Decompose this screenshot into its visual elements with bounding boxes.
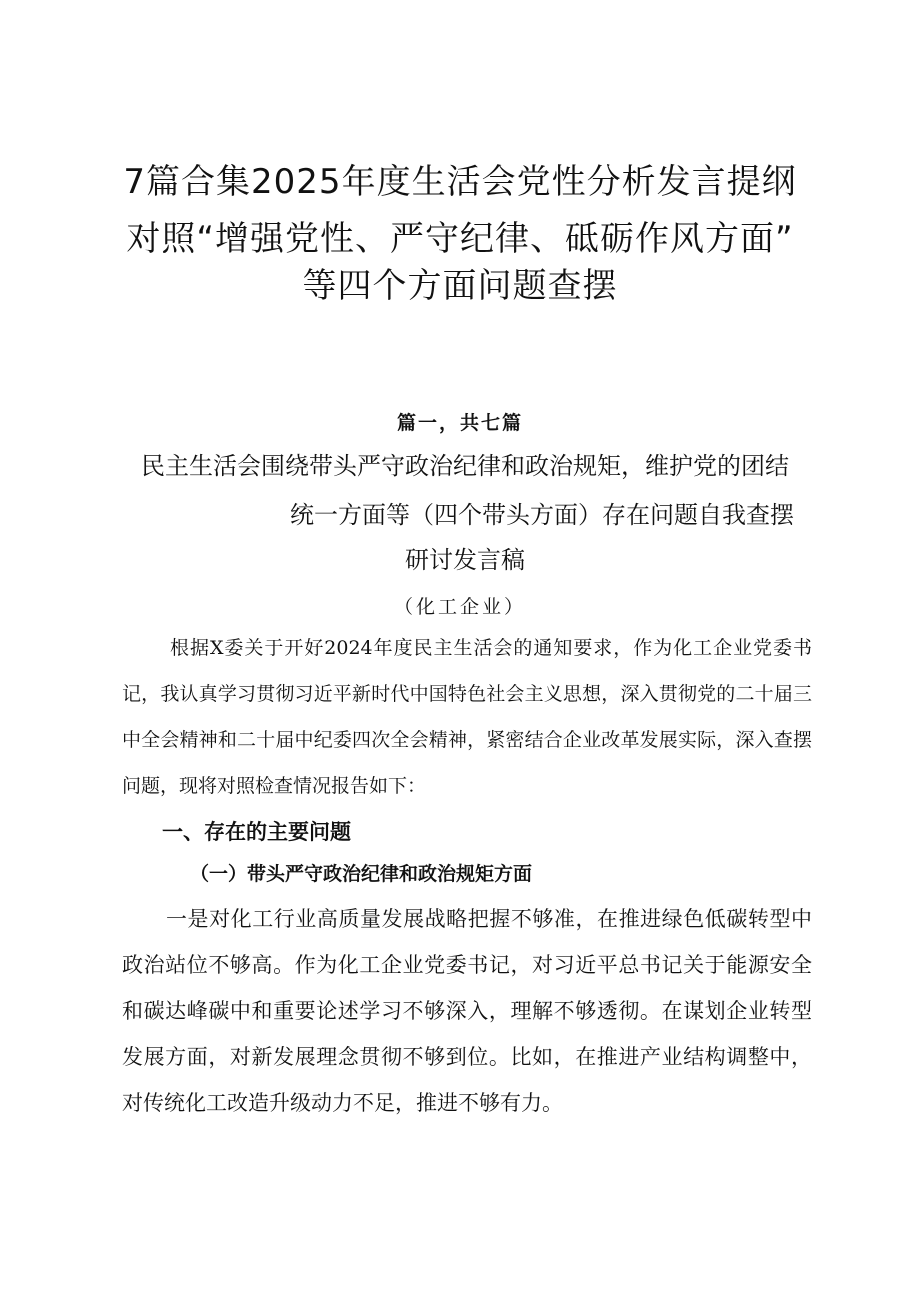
- subsection-heading: （一）带头严守政治纪律和政治规矩方面: [190, 863, 533, 885]
- intro-paragraph: 根据X委关于开好2024年度民主生活会的通知要求，作为化工企业党委书记，我认真学习贯彻习近平新时代中国特色社会主义思想，深入贯彻党的二十届三中全会精神和二十届中纪委四次全会精神，紧密结合企业改革发展实际，深入查摆问题，现将对照检查情况报告如下：: [122, 637, 812, 797]
- industry-label: （化工企业）: [393, 596, 526, 618]
- main-title-line-3: 等四个方面问题查摆: [302, 266, 618, 306]
- main-title-line-1: 7篇合集2025年度生活会党性分析发言提纲: [123, 162, 797, 202]
- section-heading: 一、存在的主要问题: [162, 820, 351, 844]
- subtitle-line-1: 民主生活会围绕带头严守政治纪律和政治规矩，维护党的团结: [141, 452, 789, 480]
- series-label: 篇一，共七篇: [396, 412, 523, 434]
- subtitle-line-2: 统一方面等（四个带头方面）存在问题自我查摆: [290, 501, 794, 529]
- subtitle-line-3: 研讨发言稿: [405, 546, 525, 574]
- main-title-line-2: 对照“增强党性、严守纪律、砥砺作风方面”: [126, 219, 794, 259]
- body-paragraph: 一是对化工行业高质量发展战略把握不够准，在推进绿色低碳转型中政治站位不够高。作为化工企业党委书记，对习近平总书记关于能源安全和碳达峰碳中和重要论述学习不够深入，理解不够透彻。在谋划企业转型发展方面，对新发展理念贯彻不够到位。比如，在推进产业结构调整中，对传统化工改造升级动力不足，推进不够有力。: [122, 907, 812, 1115]
